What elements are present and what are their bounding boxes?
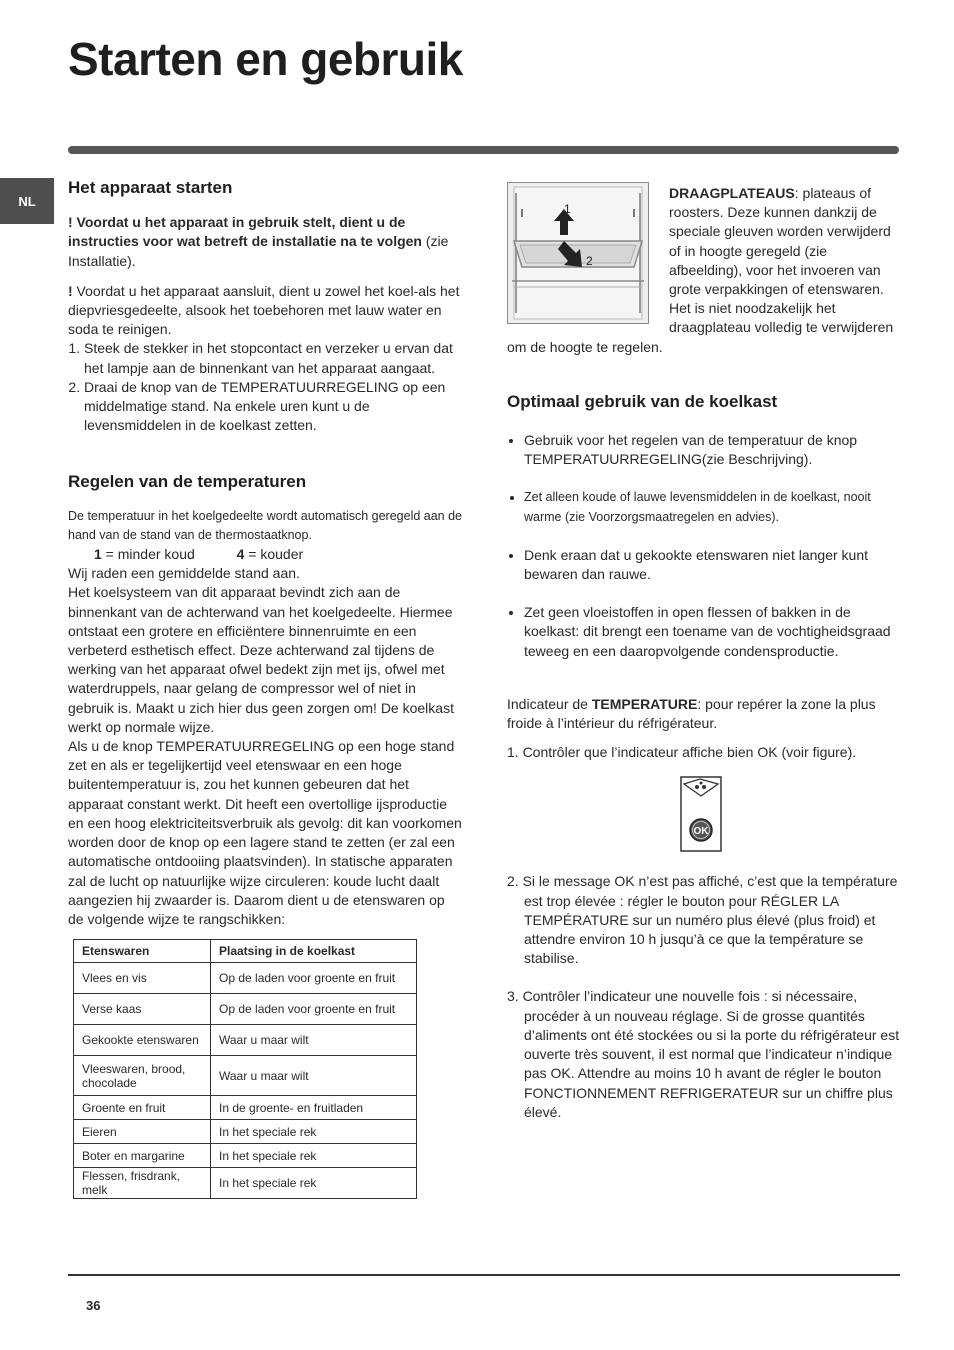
left-column <box>68 178 463 1199</box>
ok-label: OK <box>693 826 709 838</box>
table-cell: Op de laden voor groente en fruit <box>211 994 417 1025</box>
warning-mark: ! <box>68 282 73 299</box>
table-cell: Verse kaas <box>74 994 211 1025</box>
table-cell: Eieren <box>74 1120 211 1144</box>
shelf-adjustment-illustration <box>507 182 649 324</box>
table-cell: In het speciale rek <box>211 1144 417 1168</box>
warning-installation-bold: ! Voordat u het apparaat in gebruik stelt, dient u de instructies voor wat betreft de installatie na te volgen <box>68 214 422 250</box>
start-step-2: 2. Draai de knop van de TEMPERATUURREGELING op een middelmatige stand. Na enkele uren kunt u de levensmiddelen in de koelkast zetten. <box>84 378 463 436</box>
indicator-bold: TEMPERATURE <box>591 695 698 712</box>
shelves-desc: : plateaus of roosters. Deze kunnen dankzij de speciale gleuven worden verwijderd of in hoogte geregeld (zie afbeelding), voor het invoeren van grote verpakkingen of etenswaren. Het is niet noodzakelijk het draagplateau volledig te verwijderen om de hoogte te regelen. <box>507 185 894 355</box>
table-header-placement: Plaatsing in de koelkast <box>211 940 417 963</box>
warning-cleaning-text: Voordat u het apparaat aansluit, dient u zowel het koel-als het diepvriesgedeelte, alsook het toebehoren met lauw water en soda te reinigen. <box>68 282 460 338</box>
scale-1-text: = minder koud <box>101 546 195 563</box>
ok-indicator-icon <box>680 776 722 852</box>
table-row <box>74 1168 417 1199</box>
food-placement-table <box>73 939 417 1199</box>
indicator-step-2: 2. Si le message OK n’est pas affiché, c’est que la température est trop élevée : régler le bouton pour RÉGLER LA TEMPÉRATURE sur un numéro plus élevé (plus froid) et attendre environ 10 h jusqu’à ce que la température se stabilise. <box>507 873 898 967</box>
scale-1-num: 1 <box>94 546 102 563</box>
table-cell: Flessen, frisdrank, melk <box>74 1168 211 1199</box>
footer-divider <box>68 1274 900 1276</box>
table-header-row <box>74 940 417 963</box>
warning-installation <box>68 213 463 271</box>
table-row <box>74 963 417 994</box>
table-row <box>74 1056 417 1096</box>
indicator-steps <box>507 872 902 1121</box>
table-cell: In de groente- en fruitladen <box>211 1096 417 1120</box>
shelves-bold: DRAAGPLATEAUS <box>669 185 795 201</box>
temperature-para-1: Het koelsysteem van dit apparaat bevindt zich aan de binnenkant van de achterwand van het koelgedeelte. Hiermee ontstaat een grotere en efficiëntere binnenruimte en een verbeterd esthetisch effect. Deze achterwand zal tijdens de werking van het apparaat ofwel bedekt zijn met ijs, ofwel met waterdruppels, naar gelang de compressor wel of niet in gebruik is. Maakt u zich hier dus geen zorgen om! De koelkast werkt op normale wijze. <box>68 584 454 735</box>
table-cell: Vlees en vis <box>74 963 211 994</box>
table-row <box>74 1096 417 1120</box>
temperature-scale <box>68 545 463 564</box>
table-cell: Groente en fruit <box>74 1096 211 1120</box>
table-cell: Waar u maar wilt <box>211 1056 417 1096</box>
table-cell: In het speciale rek <box>211 1168 417 1199</box>
table-cell: Vleeswaren, brood, chocolade <box>74 1056 211 1096</box>
right-column <box>507 182 902 1141</box>
table-cell: Op de laden voor groente en fruit <box>211 963 417 994</box>
warning-installation-rest: (zie Installatie). <box>68 233 449 269</box>
tip-item: • Zet alleen koude of lauwe levensmiddelen in de koelkast, nooit warme (zie Voorzorgsmaatregelen en advies). <box>524 488 902 526</box>
table-row <box>74 994 417 1025</box>
indicator-step-3: 3. Contrôler l’indicateur une nouvelle fois : si nécessaire, procéder à un nouveau réglage. Si de grosse quantités d’aliments ont été stockées ou si la porte du réfrigérateur est ouverte très souvent, il est normal que l’indicateur n’indique pas OK. Attendre au moins 10 h avant de régler le bouton FONCTIONNEMENT REFRIGERATEUR sur un chiffre plus élevé. <box>507 988 900 1120</box>
language-tab: NL <box>0 178 54 224</box>
title-divider <box>68 146 899 154</box>
table-row <box>74 1144 417 1168</box>
table-cell: In het speciale rek <box>211 1120 417 1144</box>
indicator-step-1: 1. Contrôler que l’indicateur affiche bien OK (voir figure). <box>507 744 857 761</box>
shelf-label-1: 1 <box>564 202 571 216</box>
indicator-pre: Indicateur de <box>507 695 592 712</box>
page-number: 36 <box>86 1298 101 1313</box>
page-title: Starten en gebruik <box>68 33 463 85</box>
table-row <box>74 1025 417 1056</box>
usage-tips <box>507 431 902 661</box>
indicator-post: : pour repérer la zone la plus froide à l’intérieur du réfrigérateur. <box>507 695 876 732</box>
table-row <box>74 1120 417 1144</box>
scale-4-text: = kouder <box>244 546 304 563</box>
heading-temperature: Regelen van de temperaturen <box>68 472 307 492</box>
warning-cleaning <box>68 282 463 340</box>
table-cell: Gekookte etenswaren <box>74 1025 211 1056</box>
temperature-para-2: Als u de knop TEMPERATUURREGELING op een hoge stand zet en als er tegelijkertijd veel etenswaar en een hoge buitentemperatuur is, zou het kunnen gebeuren dat het apparaat constant werkt. Dit heeft een overtollige ijsproductie en een hoog elektriciteitsverbruik als gevolg: dit kan voorkomen worden door de knop op een lagere stand te zetten (er zal een automatische ontdooiing plaatsvinden). In statische apparaten zal de lucht op natuurlijke wijze circuleren: koude lucht daalt aangezien hij zwaarder is. Daarom dient u de etenswaren op de volgende wijze te rangschikken: <box>68 738 462 927</box>
heading-start-appliance: Het apparaat starten <box>68 178 233 197</box>
table-cell: Boter en margarine <box>74 1144 211 1168</box>
temperature-intro: De temperatuur in het koelgedeelte wordt automatisch geregeld aan de hand van de stand van de thermostaatknop. <box>68 508 463 542</box>
tip-item: • Zet geen vloeistoffen in open flessen of bakken in de koelkast: dit brengt een toename van de vochtigheidsgraad teweeg en een daaropvolgende condensproductie. <box>524 603 902 661</box>
indicator-intro <box>507 695 902 733</box>
scale-4-num: 4 <box>236 546 245 563</box>
tip-item: • Gebruik voor het regelen van de temperatuur de knop TEMPERATUURREGELING(zie Beschrijving). <box>524 431 902 469</box>
start-step-1: 1. Steek de stekker in het stopcontact en verzeker u ervan dat het lampje aan de binnenkant van het apparaat aangaat. <box>84 339 463 377</box>
shelf-label-2: 2 <box>586 254 593 268</box>
table-cell: Waar u maar wilt <box>211 1025 417 1056</box>
start-steps <box>68 339 463 435</box>
temperature-recommend: Wij raden een gemiddelde stand aan. <box>68 565 300 582</box>
heading-optimal-use: Optimaal gebruik van de koelkast <box>507 391 778 411</box>
table-header-food: Etenswaren <box>74 940 211 963</box>
tip-item: • Denk eraan dat u gekookte etenswaren niet langer kunt bewaren dan rauwe. <box>524 546 902 584</box>
